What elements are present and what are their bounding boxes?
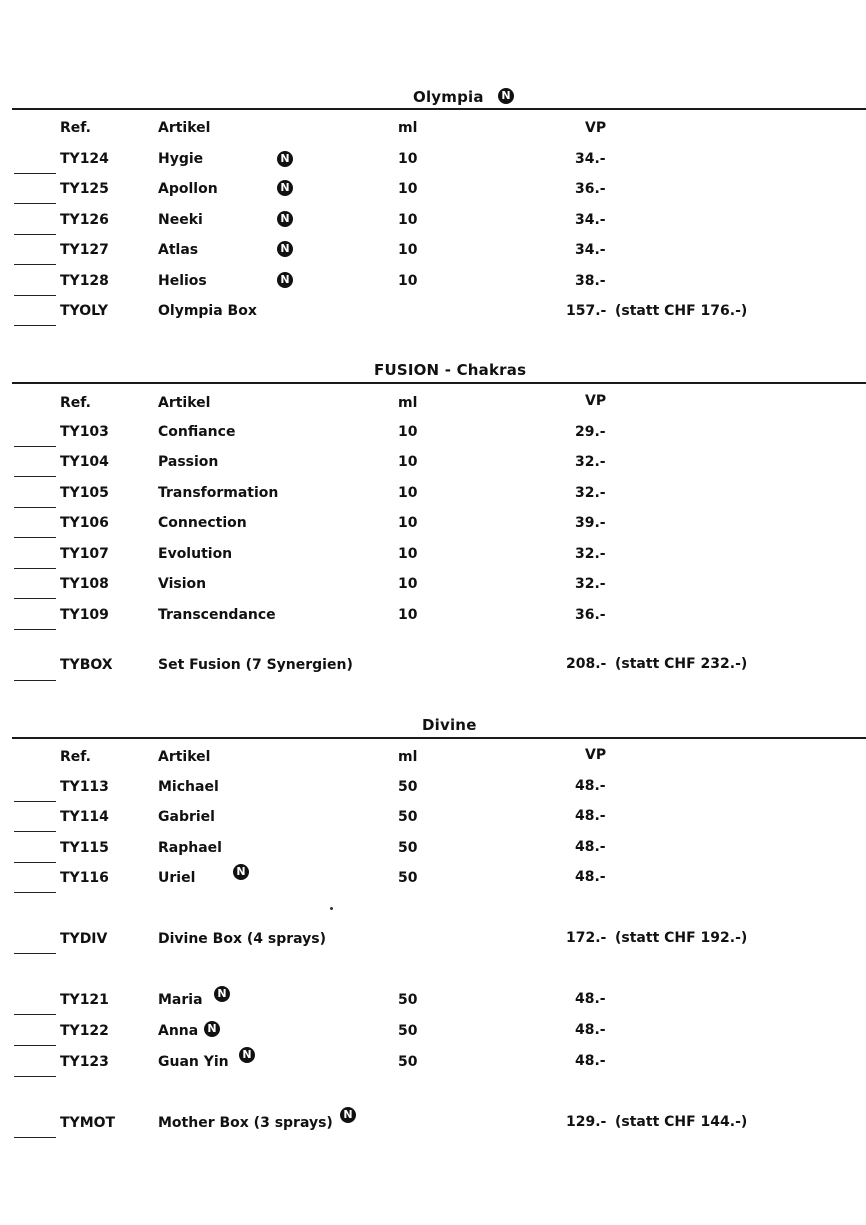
row-ml: 10	[398, 181, 418, 197]
row-ml: 10	[398, 607, 418, 623]
row-name: Neeki	[158, 212, 203, 228]
row-name: Transformation	[158, 485, 279, 501]
row-ref: TY121	[60, 992, 109, 1008]
quantity-line[interactable]	[14, 629, 56, 630]
new-badge-icon: N	[277, 211, 293, 227]
row-name: Vision	[158, 576, 207, 592]
quantity-line[interactable]	[14, 507, 56, 508]
quantity-line[interactable]	[14, 680, 56, 681]
section-title-fusion: FUSION - Chakras	[374, 361, 527, 379]
row-price: 48.-	[575, 808, 606, 824]
new-badge-icon: N	[277, 272, 293, 288]
row-ml: 50	[398, 840, 418, 856]
quantity-line[interactable]	[14, 598, 56, 599]
row-ml: 10	[398, 273, 418, 289]
row-ml: 10	[398, 151, 418, 167]
row-ml: 10	[398, 242, 418, 258]
row-name: Set Fusion (7 Synergien)	[158, 657, 353, 673]
row-ref: TY127	[60, 242, 109, 258]
row-price: 172.-	[566, 930, 607, 946]
row-name: Guan Yin	[158, 1054, 229, 1070]
row-price: 48.-	[575, 778, 606, 794]
quantity-line[interactable]	[14, 325, 56, 326]
row-ref: TYBOX	[60, 657, 113, 673]
row-name: Michael	[158, 779, 219, 795]
row-name: Hygie	[158, 151, 204, 167]
new-badge-icon: N	[233, 864, 249, 880]
row-price: 48.-	[575, 1022, 606, 1038]
row-name: Confiance	[158, 424, 236, 440]
row-ml: 10	[398, 546, 418, 562]
header-ml: ml	[398, 120, 418, 136]
row-price: 29.-	[575, 424, 606, 440]
row-price: 32.-	[575, 485, 606, 501]
section-rule	[12, 737, 866, 739]
row-ml: 50	[398, 1054, 418, 1070]
row-ml: 10	[398, 454, 418, 470]
row-ref: TY105	[60, 485, 109, 501]
quantity-line[interactable]	[14, 801, 56, 802]
new-badge-icon: N	[340, 1107, 356, 1123]
row-price: 129.-	[566, 1114, 607, 1130]
row-price: 48.-	[575, 839, 606, 855]
row-price: 34.-	[575, 212, 606, 228]
row-price: 48.-	[575, 1053, 606, 1069]
row-price: 38.-	[575, 273, 606, 289]
row-ref: TYOLY	[60, 303, 108, 319]
section-title-olympia: Olympia	[413, 88, 484, 106]
row-ref: TY103	[60, 424, 109, 440]
row-price: 34.-	[575, 242, 606, 258]
row-ml: 50	[398, 779, 418, 795]
quantity-line[interactable]	[14, 953, 56, 954]
row-price-note: (statt CHF 176.-)	[615, 303, 748, 319]
row-price: 157.-	[566, 303, 607, 319]
row-name: Evolution	[158, 546, 233, 562]
row-ref: TYDIV	[60, 931, 108, 947]
row-price: 208.-	[566, 656, 607, 672]
header-artikel: Artikel	[158, 395, 211, 411]
row-name: Raphael	[158, 840, 222, 856]
quantity-line[interactable]	[14, 892, 56, 893]
row-ref: TY122	[60, 1023, 109, 1039]
row-price: 48.-	[575, 991, 606, 1007]
header-ml: ml	[398, 749, 418, 765]
row-name: Passion	[158, 454, 219, 470]
quantity-line[interactable]	[14, 1076, 56, 1077]
quantity-line[interactable]	[14, 862, 56, 863]
quantity-line[interactable]	[14, 568, 56, 569]
row-ref: TY106	[60, 515, 109, 531]
row-ref: TYMOT	[60, 1115, 116, 1131]
row-ml: 10	[398, 212, 418, 228]
section-rule	[12, 108, 866, 110]
quantity-line[interactable]	[14, 234, 56, 235]
row-ml: 10	[398, 576, 418, 592]
new-badge-icon: N	[214, 986, 230, 1002]
row-price: 32.-	[575, 454, 606, 470]
row-price: 39.-	[575, 515, 606, 531]
row-ml: 50	[398, 1023, 418, 1039]
row-ref: TY113	[60, 779, 109, 795]
quantity-line[interactable]	[14, 1014, 56, 1015]
quantity-line[interactable]	[14, 264, 56, 265]
row-name: Atlas	[158, 242, 199, 258]
row-price: 36.-	[575, 181, 606, 197]
row-ref: TY109	[60, 607, 109, 623]
row-price-note: (statt CHF 232.-)	[615, 656, 748, 672]
row-name: Apollon	[158, 181, 218, 197]
row-ref: TY123	[60, 1054, 109, 1070]
header-ref: Ref.	[60, 749, 91, 765]
row-price: 34.-	[575, 151, 606, 167]
row-name: Olympia Box	[158, 303, 257, 319]
quantity-line[interactable]	[14, 831, 56, 832]
row-ref: TY128	[60, 273, 109, 289]
row-ml: 50	[398, 870, 418, 886]
header-ref: Ref.	[60, 395, 91, 411]
header-artikel: Artikel	[158, 120, 211, 136]
header-artikel: Artikel	[158, 749, 211, 765]
quantity-line[interactable]	[14, 446, 56, 447]
speck	[330, 907, 333, 910]
row-ref: TY108	[60, 576, 109, 592]
quantity-line[interactable]	[14, 476, 56, 477]
header-vp: VP	[585, 393, 607, 409]
row-name: Transcendance	[158, 607, 276, 623]
row-ref: TY124	[60, 151, 109, 167]
header-vp: VP	[585, 120, 607, 136]
new-badge-icon: N	[277, 151, 293, 167]
row-ml: 10	[398, 485, 418, 501]
new-badge-icon: N	[277, 241, 293, 257]
row-ref: TY126	[60, 212, 109, 228]
quantity-line[interactable]	[14, 1137, 56, 1138]
row-ref: TY115	[60, 840, 109, 856]
new-badge-icon: N	[277, 180, 293, 196]
row-ref: TY104	[60, 454, 109, 470]
header-ref: Ref.	[60, 120, 91, 136]
quantity-line[interactable]	[14, 1045, 56, 1046]
row-name: Mother Box (3 sprays)	[158, 1115, 333, 1131]
row-price: 32.-	[575, 546, 606, 562]
new-badge-icon: N	[239, 1047, 255, 1063]
section-rule	[12, 382, 866, 384]
row-ml: 10	[398, 424, 418, 440]
row-ref: TY125	[60, 181, 109, 197]
new-badge-icon: N	[204, 1021, 220, 1037]
row-ml: 50	[398, 809, 418, 825]
row-price: 32.-	[575, 576, 606, 592]
row-price-note: (statt CHF 144.-)	[615, 1114, 748, 1130]
header-ml: ml	[398, 395, 418, 411]
row-price-note: (statt CHF 192.-)	[615, 930, 748, 946]
row-ref: TY107	[60, 546, 109, 562]
quantity-line[interactable]	[14, 173, 56, 174]
quantity-line[interactable]	[14, 537, 56, 538]
header-vp: VP	[585, 747, 607, 763]
row-ml: 50	[398, 992, 418, 1008]
row-ref: TY114	[60, 809, 109, 825]
quantity-line[interactable]	[14, 295, 56, 296]
new-badge-icon: N	[498, 88, 514, 104]
row-name: Anna	[158, 1023, 199, 1039]
row-name: Connection	[158, 515, 247, 531]
row-name: Helios	[158, 273, 207, 289]
row-price: 36.-	[575, 607, 606, 623]
quantity-line[interactable]	[14, 203, 56, 204]
row-name: Gabriel	[158, 809, 215, 825]
row-ml: 10	[398, 515, 418, 531]
row-name: Uriel	[158, 870, 196, 886]
section-title-divine: Divine	[422, 716, 477, 734]
row-name: Divine Box (4 sprays)	[158, 931, 327, 947]
row-price: 48.-	[575, 869, 606, 885]
row-ref: TY116	[60, 870, 109, 886]
row-name: Maria	[158, 992, 203, 1008]
